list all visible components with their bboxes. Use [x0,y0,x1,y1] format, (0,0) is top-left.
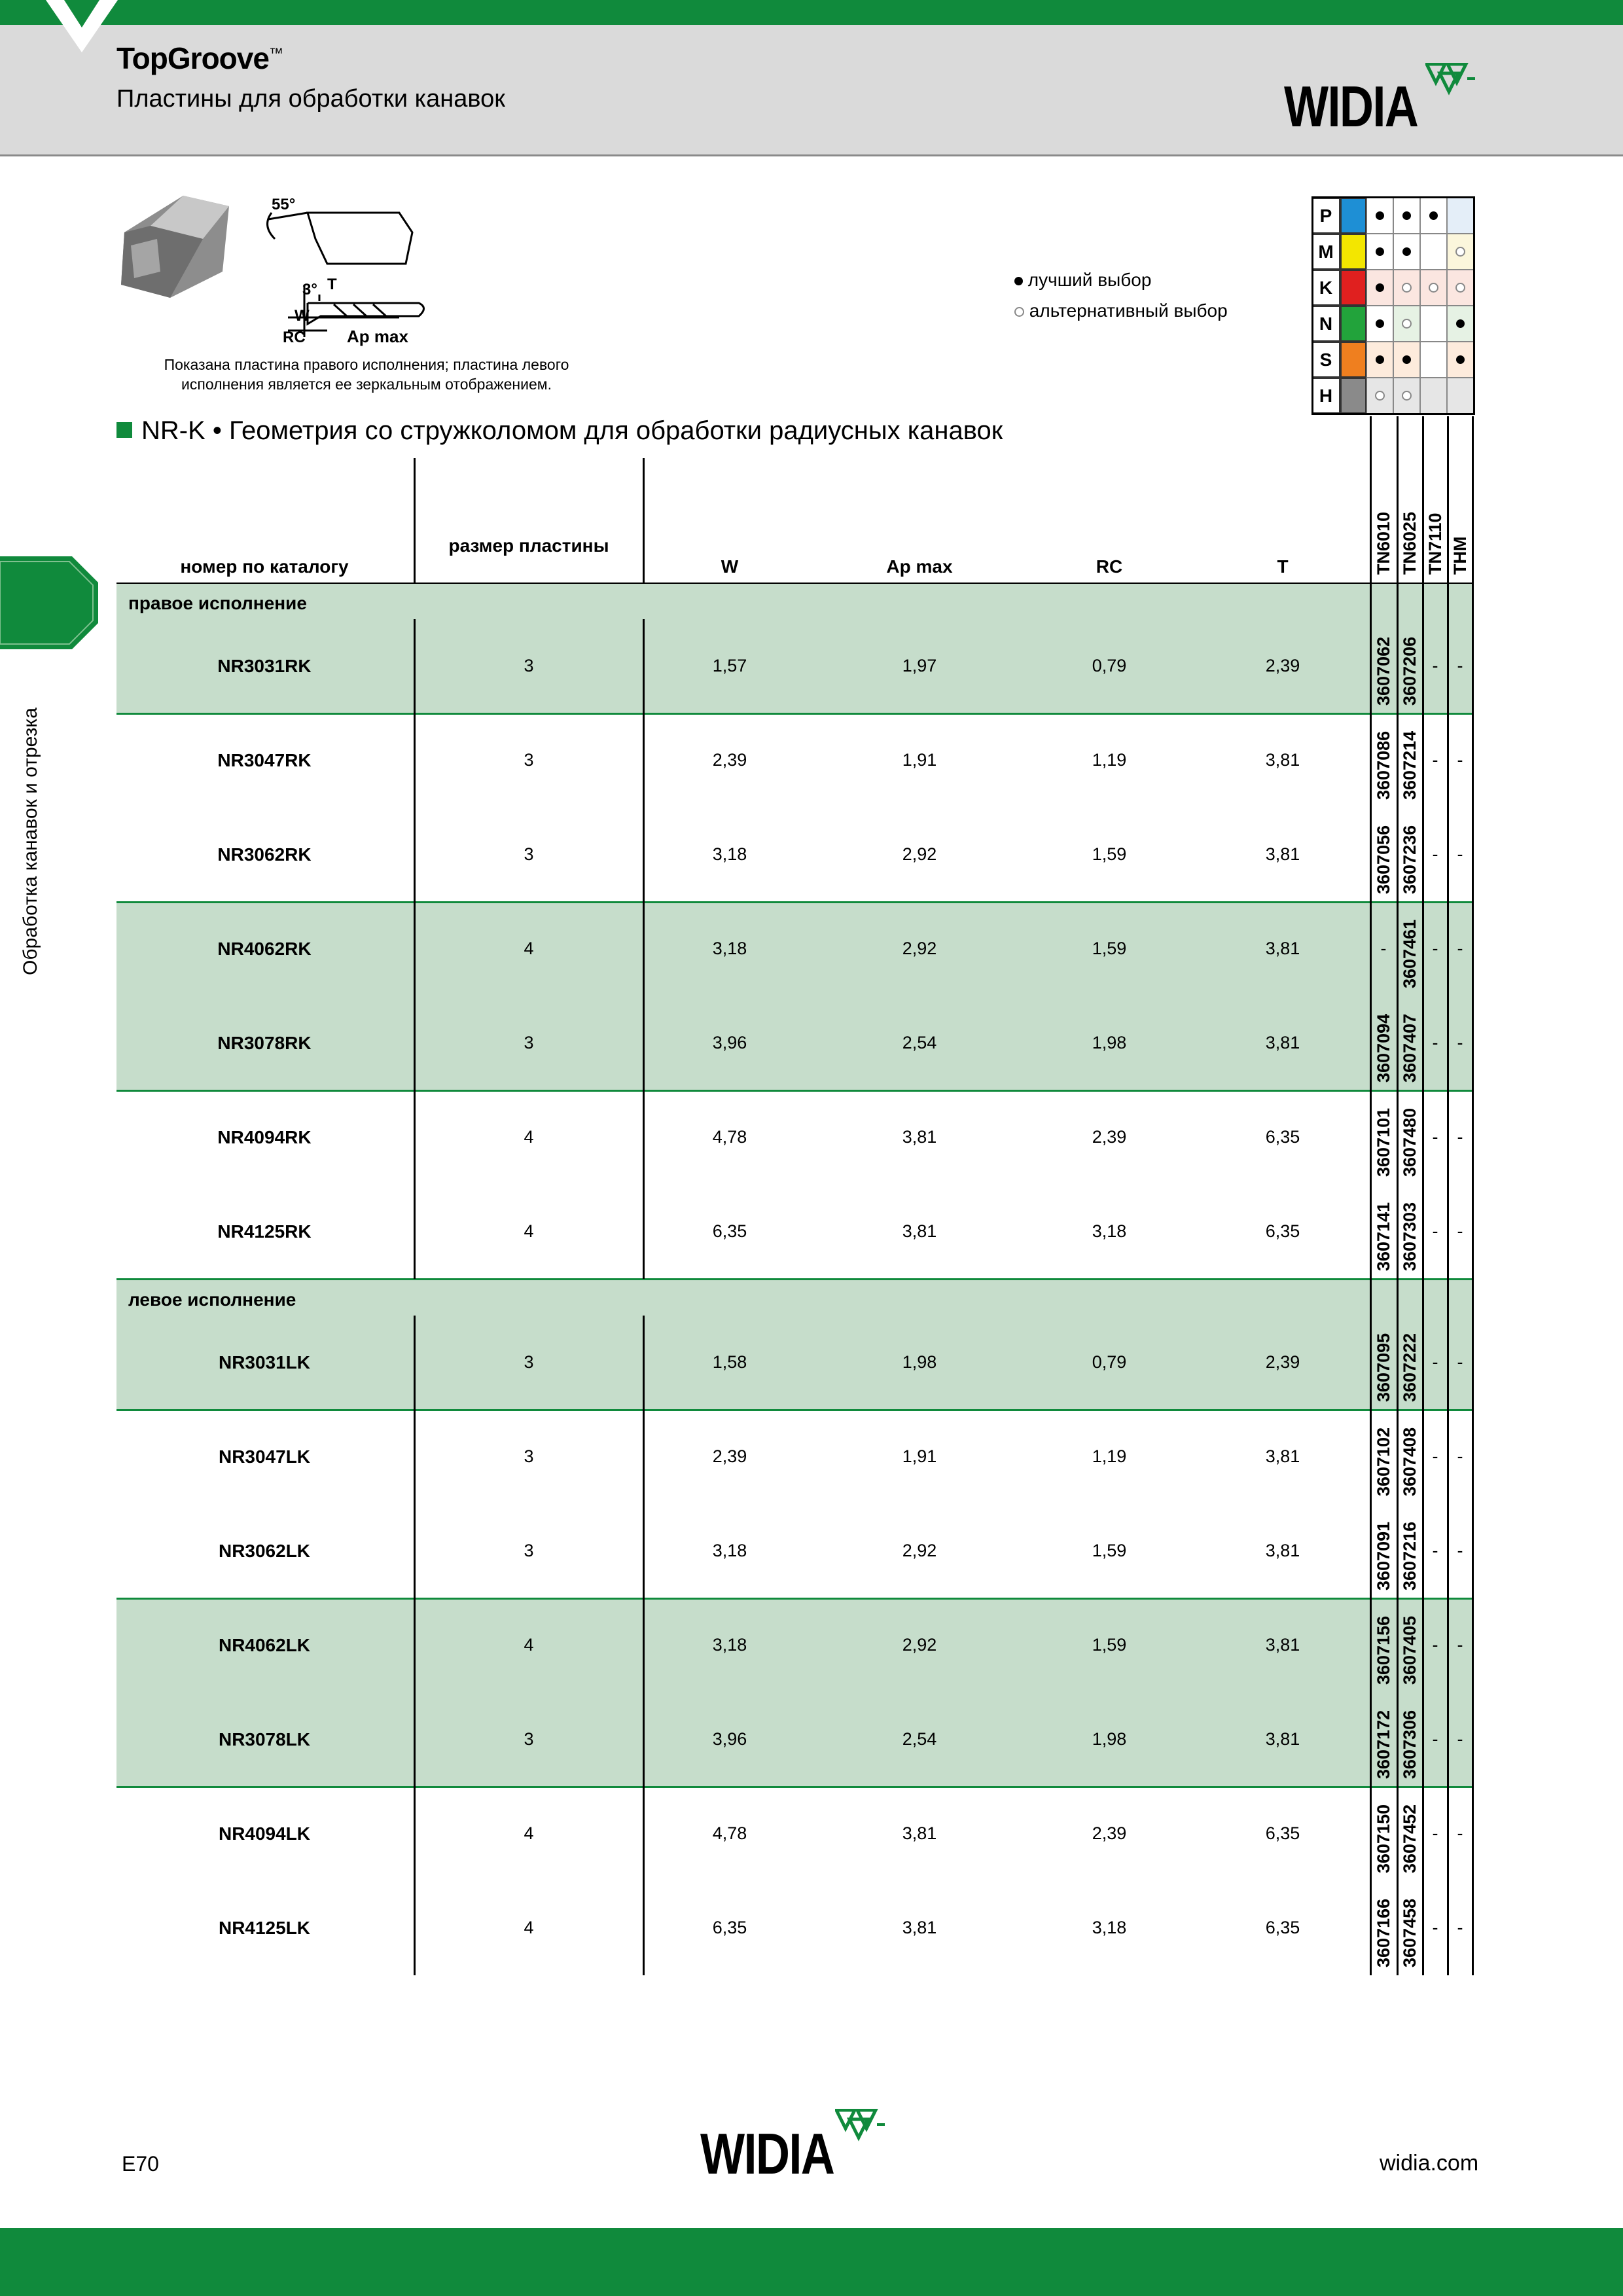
grade-dash: - [1432,1446,1438,1466]
order-number: 3607407 [1400,1013,1419,1083]
value-ap: 1,91 [902,1446,937,1466]
insert-size: 3 [524,750,534,770]
grade-dash: - [1457,1635,1463,1655]
part-number: NR3047RK [217,750,312,770]
grade-dash: - [1457,1446,1463,1466]
value-w: 6,35 [712,1221,747,1241]
order-number: 3607172 [1374,1710,1393,1779]
header-logo [1284,73,1447,139]
grade-dash: - [1432,656,1438,675]
order-number: 3607216 [1400,1521,1419,1590]
value-t: 3,81 [1265,1635,1300,1655]
col-header-catalog: номер по каталогу [180,556,349,577]
value-ap: 2,92 [902,1635,937,1655]
corner-notch-inner [64,0,99,27]
material-suitability-grid [1311,196,1475,415]
insert-size: 4 [524,1221,534,1241]
order-number: 3607095 [1374,1333,1393,1402]
insert-size: 4 [524,1918,534,1937]
order-number: 3607452 [1400,1804,1419,1873]
value-ap: 1,91 [902,750,937,770]
grade-dash: - [1457,1352,1463,1372]
grade-dash: - [1432,1823,1438,1843]
website-link[interactable]: widia.com [1380,2151,1479,2176]
legend-best: лучший выбор [1014,270,1151,291]
grade-dash: - [1432,1729,1438,1749]
insert-size: 3 [524,1033,534,1052]
part-number: NR4062RK [217,939,312,959]
bottom-green-bar [0,2228,1623,2296]
value-t: 3,81 [1265,750,1300,770]
part-number: NR3031RK [217,656,312,676]
group-label: правое исполнение [128,593,307,613]
grade-column-divider [1447,416,1449,1975]
insert-size: 3 [524,1729,534,1749]
value-w: 2,39 [712,750,747,770]
insert-diagram [111,187,452,357]
material-code-s: S [1311,342,1340,378]
insert-size: 3 [524,1446,534,1466]
part-number: NR3031LK [218,1352,311,1372]
value-t: 3,81 [1265,1446,1300,1466]
widia-logo-mark-icon [1425,63,1478,105]
part-number: NR4094RK [217,1127,312,1147]
material-code-k: K [1311,270,1340,306]
insert-size: 4 [524,1635,534,1655]
row-shade-band [116,1598,1472,1787]
order-number: 3607236 [1400,825,1419,894]
angle-55-label: 55° [272,196,296,213]
group-label: левое исполнение [128,1289,296,1310]
value-ap: 3,81 [902,1127,937,1147]
t-label: T [327,276,337,293]
column-divider [414,458,416,583]
grade-dash: - [1457,1127,1463,1147]
value-t: 6,35 [1265,1127,1300,1147]
part-number: NR4125LK [218,1918,311,1938]
col-header-ap: Ap max [886,556,953,577]
value-t: 6,35 [1265,1823,1300,1843]
order-number: 3607303 [1400,1202,1419,1271]
grade-dash: - [1432,1541,1438,1560]
header-subtitle: Пластины для обработки канавок [116,85,505,113]
value-rc: 3,18 [1092,1221,1127,1241]
value-ap: 2,92 [902,1541,937,1560]
insert-size: 3 [524,1352,534,1372]
grade-header-tn6010: TN6010 [1374,511,1393,575]
part-number: NR4125RK [217,1221,312,1242]
grade-column-divider [1422,416,1424,1975]
grade-dash: - [1457,1918,1463,1937]
value-ap: 3,81 [902,1221,937,1241]
order-number: 3607101 [1374,1107,1393,1177]
column-divider [414,1316,416,1975]
value-rc: 1,98 [1092,1033,1127,1052]
col-header-rc: RC [1096,556,1123,577]
row-divider [116,901,1472,903]
insert-size: 4 [524,1823,534,1843]
insert-size: 3 [524,1541,534,1560]
material-code-n: N [1311,306,1340,342]
order-number: 3607222 [1400,1333,1419,1402]
part-number: NR3078LK [218,1729,311,1749]
row-divider [116,1786,1472,1788]
value-ap: 3,81 [902,1918,937,1937]
insert-size: 3 [524,844,534,864]
column-divider [643,458,645,583]
value-rc: 1,59 [1092,1635,1127,1655]
order-number: 3607306 [1400,1710,1419,1779]
grade-column-divider [1397,416,1399,1975]
material-grid-border [1311,196,1475,415]
value-w: 3,18 [712,1635,747,1655]
insert-size: 4 [524,939,534,958]
row-shade-band [116,902,1472,1090]
grade-dash: - [1432,1352,1438,1372]
col-header-size: размер пластины [448,535,609,556]
value-t: 6,35 [1265,1918,1300,1937]
value-w: 3,18 [712,1541,747,1560]
grade-dash: - [1432,1127,1438,1147]
grade-dash: - [1457,1221,1463,1241]
value-rc: 1,59 [1092,1541,1127,1560]
grade-dash: - [1457,844,1463,864]
insert-size: 4 [524,1127,534,1147]
order-number: 3607150 [1374,1804,1393,1873]
value-ap: 2,92 [902,939,937,958]
apmax-label: Ap max [347,327,408,346]
order-number: 3607480 [1400,1107,1419,1177]
grade-dash: - [1457,1033,1463,1052]
col-header-w: W [721,556,739,577]
page-number: E70 [122,2152,159,2176]
value-w: 6,35 [712,1918,747,1937]
value-w: 2,39 [712,1446,747,1466]
order-number: 3607056 [1374,825,1393,894]
order-number: 3607458 [1400,1898,1419,1967]
grade-dash: - [1380,939,1387,958]
value-ap: 2,54 [902,1033,937,1052]
angle-3-label: 3° [302,281,317,298]
value-t: 2,39 [1265,656,1300,675]
widia-logo-text: WIDIA [1284,74,1418,139]
value-ap: 3,81 [902,1823,937,1843]
order-number: 3607156 [1374,1615,1393,1685]
top-green-bar [0,0,1623,25]
green-square-icon [116,422,132,438]
order-number: 3607091 [1374,1521,1393,1590]
part-number: NR3047LK [218,1446,311,1467]
order-number: 3607102 [1374,1427,1393,1496]
order-number: 3607062 [1374,636,1393,706]
grade-dash: - [1457,656,1463,675]
catalog-table [116,458,1475,1977]
value-w: 1,57 [712,656,747,675]
value-w: 3,96 [712,1033,747,1052]
value-w: 4,78 [712,1823,747,1843]
grade-dash: - [1432,844,1438,864]
material-code-p: P [1311,198,1340,234]
row-divider [116,713,1472,715]
grade-dash: - [1457,939,1463,958]
grade-dash: - [1432,1221,1438,1241]
row-divider [116,1409,1472,1411]
grade-dash: - [1457,750,1463,770]
section-title: NR-K • Геометрия со стружколомом для обработки радиусных канавок [116,416,1003,446]
value-t: 3,81 [1265,844,1300,864]
grade-dash: - [1432,1918,1438,1937]
legend-alternative: альтернативный выбор [1014,300,1228,321]
insert-size: 3 [524,656,534,675]
value-rc: 1,19 [1092,1446,1127,1466]
column-divider [414,619,416,1279]
part-number: NR4062LK [218,1635,311,1655]
value-w: 4,78 [712,1127,747,1147]
row-divider [116,1278,1472,1280]
part-number: NR3062LK [218,1541,311,1561]
value-t: 3,81 [1265,1729,1300,1749]
footer-logo-mark-icon [835,2109,887,2151]
value-rc: 0,79 [1092,656,1127,675]
rc-label: RC [283,329,306,346]
value-ap: 1,98 [902,1352,937,1372]
order-number: 3607086 [1374,730,1393,800]
diagram-caption: Показана пластина правого исполнения; пластина левого исполнения является ее зеркальным отображением. [164,356,569,393]
grade-dash: - [1432,1635,1438,1655]
order-number: 3607141 [1374,1202,1393,1271]
side-tab-marker [0,556,98,649]
grade-column-divider [1370,416,1372,1975]
order-number: 3607461 [1400,919,1419,988]
value-ap: 2,54 [902,1729,937,1749]
grade-dash: - [1432,1033,1438,1052]
value-rc: 1,59 [1092,939,1127,958]
value-w: 1,58 [712,1352,747,1372]
column-divider [643,1316,645,1975]
value-rc: 2,39 [1092,1823,1127,1843]
grade-header-tn7110: TN7110 [1425,512,1445,575]
value-rc: 1,59 [1092,844,1127,864]
material-code-h: H [1311,378,1340,414]
footer-widia-logo-text: WIDIA [700,2121,834,2186]
value-w: 3,96 [712,1729,747,1749]
grade-header-thm: THM [1450,536,1470,575]
col-header-t: T [1277,556,1289,577]
grade-dash: - [1432,939,1438,958]
value-rc: 1,98 [1092,1729,1127,1749]
full-dot-icon [1014,277,1023,285]
grade-dash: - [1457,1541,1463,1560]
w-label: W [294,307,310,325]
brand-title: TopGroove™ [116,41,283,75]
order-number: 3607408 [1400,1427,1419,1496]
value-t: 3,81 [1265,939,1300,958]
value-t: 3,81 [1265,1033,1300,1052]
grade-column-divider [1472,416,1474,1975]
value-ap: 1,97 [902,656,937,675]
value-ap: 2,92 [902,844,937,864]
order-number: 3607166 [1374,1898,1393,1967]
empty-dot-icon [1014,307,1024,317]
column-divider [643,619,645,1279]
row-divider [116,1090,1472,1092]
value-w: 3,18 [712,939,747,958]
part-number: NR4094LK [218,1823,311,1844]
order-number: 3607405 [1400,1615,1419,1685]
value-t: 6,35 [1265,1221,1300,1241]
grade-dash: - [1457,1729,1463,1749]
grade-dash: - [1457,1823,1463,1843]
part-number: NR3078RK [217,1033,312,1053]
part-number: NR3062RK [217,844,312,865]
grade-dash: - [1432,750,1438,770]
value-rc: 0,79 [1092,1352,1127,1372]
value-rc: 3,18 [1092,1918,1127,1937]
grade-header-tn6025: TN6025 [1400,511,1419,575]
value-t: 2,39 [1265,1352,1300,1372]
value-t: 3,81 [1265,1541,1300,1560]
order-number: 3607206 [1400,636,1419,706]
row-divider [116,1598,1472,1600]
insert-3d-icon [121,196,229,298]
value-rc: 1,19 [1092,750,1127,770]
material-code-m: M [1311,234,1340,270]
value-w: 3,18 [712,844,747,864]
order-number: 3607094 [1374,1013,1393,1083]
value-rc: 2,39 [1092,1127,1127,1147]
order-number: 3607214 [1400,730,1419,800]
header-divider [116,583,1472,584]
side-section-label: Обработка канавок и отрезка [20,708,41,975]
